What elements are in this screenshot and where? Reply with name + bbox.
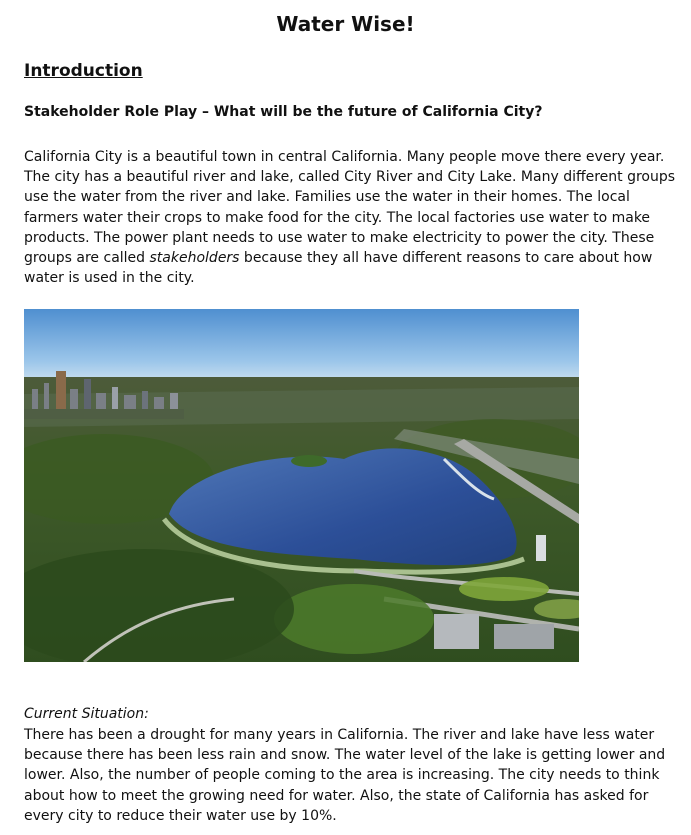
intro-paragraph-part1: California City is a beautiful town in central California. Many people move there every year. The city has a beautiful river and lake, called City River and City Lake. Many different groups use the water from the river and lake. Families use the water in their homes. The local farmers water their crops to make food for the city. The local factories use water to make products. The power plant needs to use water to make electricity to power the city. These groups are called [24, 149, 676, 267]
role-play-heading: Stakeholder Role Play – What will be the future of California City? [24, 104, 543, 120]
current-situation-paragraph: There has been a drought for many years in California. The river and lake have less water because there has been less rain and snow. The water level of the lake is getting lower and lower. Also, the number of people coming to the area is increasing. The city needs to think about how to meet the growing need for water. Also, the state of California has asked for every city to reduce their water use by 10%. [24, 727, 666, 824]
intro-paragraph [24, 147, 684, 288]
page-title: Water Wise! [276, 12, 415, 36]
intro-paragraph-part2: because they all have different reasons to care about how water is used in the city. [24, 250, 653, 287]
aerial-city-lake-photo [24, 309, 579, 662]
stakeholders-emphasis: stakeholders [149, 250, 240, 267]
current-situation-label: Current Situation: [24, 706, 149, 722]
section-heading-introduction: Introduction [24, 61, 143, 81]
